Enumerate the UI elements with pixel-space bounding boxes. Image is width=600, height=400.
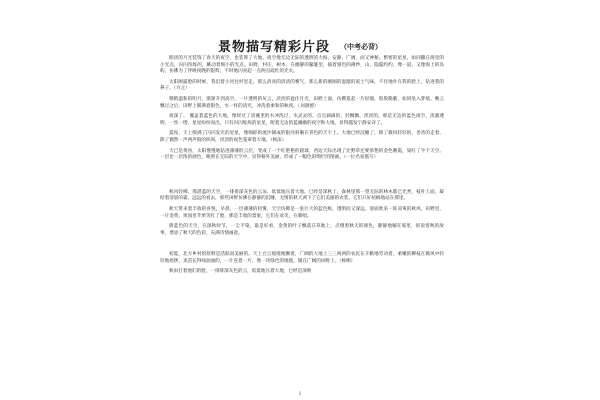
paragraph-5: 夏夜，天上缀满了闪闪发光的星星，像细碎的流沙铺成的银河斜躺在青色的天宇上。大地已经沉睡了，除了微风轻轻的，善善的走着，除了偶然一声两声狗的吠叫，淡淡的夜色笼罩着大地。（杨沫）	[160, 131, 444, 143]
paragraph-3: 稍稍温和的明月，渐渐升到高空，一片透明的灰云，淡淡的遮住月光，田野上面，仿佛笼起一片轻烟，股股脆脆，如同坠入梦境。晚云飘过之后，田野上铺满着银色，水一样的清光，冲洗着柔和的秋夜。（刘澍德）	[160, 96, 444, 109]
title-row	[0, 36, 600, 55]
section-gap	[160, 241, 444, 252]
paragraph-2: 太阳刚露脸的时候，我沿着小河往村里走，那么清亮的清清的雾气，那么新的刚刚的湿漉的泥土气味，不住地扑在我的脸上，钻进我的鼻子。（方之）	[160, 79, 444, 92]
paragraph-12: 初夏，北方乡村的原野是活跃而美丽的。天上白云缓缓地飘着，广阔的大地上三三两两的农民在辛勤地劳动着，柔嫩的柳枝在微风中轻轻地摇摆，麦苗长得绿油油的，一片连着一片，像一块绿色的地毯，铺在广阔的田野上。（杨朔）	[160, 252, 444, 264]
page-title: 景物描写精彩片段	[217, 40, 330, 55]
paragraph-9: 秋天带来着丰收的喜悦，早晨，一层薄薄的轻雾，天空仿佛是一张巨大的蓝色纸，透明而又深远。迎面吹来一阵凉爽的秋风，田野里，一片金黄，果园里苹果笑红了脸，那是丰收的景象，它们在欢笑，在歌唱。	[160, 206, 444, 219]
paragraph-10: 蔚蓝色的天空，在深秋时节，一尘不染，最是好看，金黄的叶子飘落在草地上，点缀着秋天的颜色，静静地躺在那里，诉说着秋的故事，增添了秋天的色彩，充满诗情画意。	[160, 224, 444, 236]
section-gap	[160, 166, 444, 190]
paragraph-4: 夜深了。 覆盖着蓝色的大地，像经过了清溪里的水冲洗过，水灵灵的，点点滴滴的，轻飘飘，淡淡的，那是无边的蓝色夜空，清澈透明，一丝一缕，星星纷纷而出，只有闪闪烁烁的星星，呢着无边的蓝幽幽的夜空和大地，显得越发宁静安详了。	[160, 114, 444, 126]
page-number: 1	[298, 392, 302, 397]
paragraph-13: 秋雨打着他们的脸，一排排深灰色的云，低低地压着大地，已经是深秋	[169, 269, 312, 275]
paragraph-1: 睦淡的月光装饰了春天的夜空，也装饰了大地。夜空像无边无际的透明的大海，安静、广阔，而又神秘。繁密的星星，如同撒在海里的小光点，闪闪烁烁的，眺动着细小的光点。田野，村庄，树木，在幽静的朦胧里，披着银色的薄纱，山，隐隐约约，像一道，又像海上的岛屿，仿佛为了伴映夜晚的银辉，不时地闪亮起一点两点疏红的光火。	[160, 56, 444, 75]
document-body	[160, 56, 444, 277]
paragraph-6: 天已是黄昏，太阳慢慢地钻进薄薄的云层，变成了一个红艳艳的圆球，西边天际出现了比野草还要浓艳的金色晚霞，染红了半个天空。一层比一层浓的颜色，映照在无际的天空中，显得格外美丽，形成了一幅色彩绚烂的图画。（一位名家描写）	[160, 148, 444, 161]
paragraph-8: 秋风轻拂，那湛蓝的天空，一排排深灰色的云朵，低低地压着大地。已经是深秋了，森林里那一望无际的林木都已光秃，枝叶上面，凝结着清晨的霜，远远的看去，那些田野仿佛在静静的沉睡，无情的秋天剥下了它们美丽的衣装，它们只好枯槁地站在那里。	[160, 189, 444, 202]
title-tag: （中考必背）	[340, 43, 382, 51]
